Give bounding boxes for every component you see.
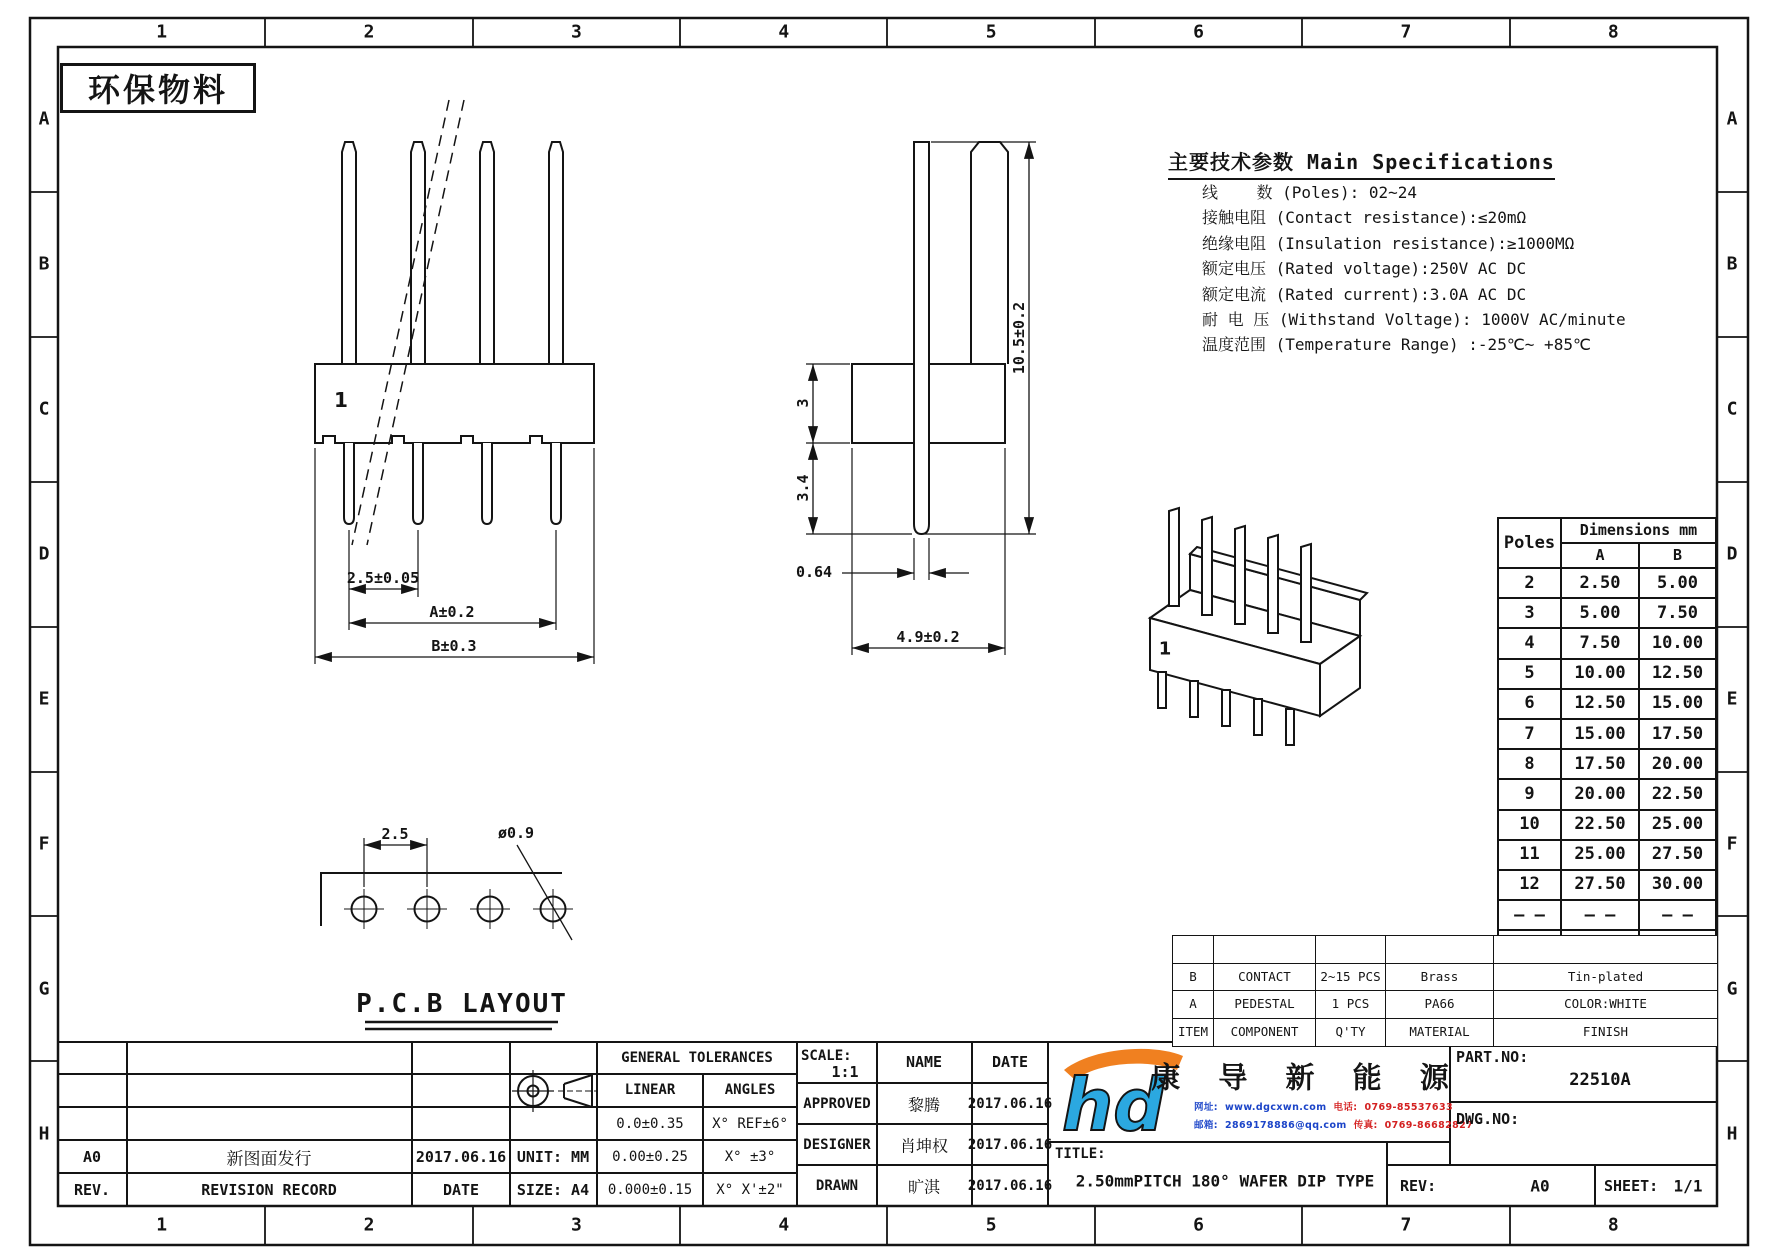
sign-role: APPROVED [803, 1095, 871, 1112]
spec-line: 耐 电 压 (Withstand Voltage): 1000V AC/minute [1202, 310, 1626, 330]
grid-row-label-left: D [38, 543, 50, 565]
tolerances-angles-header: ANGLES [724, 1082, 776, 1098]
fax-value: 0769-86682827 [1384, 1120, 1474, 1131]
sign-role: DRAWN [815, 1177, 859, 1194]
grid-row-label-left: C [38, 398, 50, 420]
dim-table-row: 5 10.00 12.50 [1498, 659, 1716, 689]
dim-table-dimensions-header: Dimensions mm [1561, 518, 1716, 543]
grid-col-label-bottom: 7 [1400, 1214, 1412, 1236]
revision-record-label: REVISION RECORD [201, 1181, 337, 1199]
grid-row-label-left: A [38, 108, 50, 130]
grid-col-label-top: 8 [1607, 21, 1619, 43]
sign-date: 2017.06.16 [967, 1136, 1053, 1153]
dim-table-row: 9 20.00 22.50 [1498, 779, 1716, 809]
front-view-pin1-label: 1 [334, 388, 348, 412]
eco-material-stamp: 环保物料 [60, 63, 256, 113]
dim-table-row: 10 22.50 25.00 [1498, 810, 1716, 840]
third-angle-projection-icon [512, 1070, 598, 1112]
grid-col-label-top: 6 [1193, 21, 1204, 43]
sign-name: 旷淇 [907, 1177, 941, 1196]
grid-row-label-right: F [1726, 833, 1738, 855]
tolerances-linear-header: LINEAR [624, 1082, 676, 1098]
dim-table-row: 4 7.50 10.00 [1498, 628, 1716, 658]
grid-row-label-left: F [38, 833, 50, 855]
tolerance-linear-value: 0.00±0.25 [612, 1148, 688, 1165]
grid-row-label-right: B [1726, 253, 1738, 275]
dim-table-row: 8 17.50 20.00 [1498, 749, 1716, 779]
company-contact-line1 [1194, 1099, 1460, 1113]
grid-row-label-left: H [38, 1123, 50, 1145]
sign-date-header: DATE [991, 1053, 1029, 1071]
dim-height: 10.5±0.2 [1010, 301, 1028, 375]
fax-label: 传真: [1353, 1120, 1378, 1131]
size-cell: SIZE: A4 [516, 1181, 590, 1199]
partno-label: PART.NO: [1456, 1048, 1529, 1066]
component-table-row: ITEM COMPONENT Q'TY MATERIAL FINISH [1173, 1019, 1718, 1047]
grid-row-label-left: E [38, 688, 50, 710]
sign-name: 黎腾 [907, 1095, 941, 1114]
dim-depth: 4.9±0.2 [896, 628, 960, 646]
spec-line: 温度范围 (Temperature Range) :-25℃~ +85℃ [1202, 335, 1591, 355]
grid-row-label-left: G [38, 978, 50, 1000]
grid-col-label-bottom: 8 [1607, 1214, 1619, 1236]
tolerance-angle-value: X° REF±6° [712, 1115, 788, 1132]
tolerance-linear-value: 0.0±0.35 [616, 1115, 684, 1132]
spec-lines [1202, 180, 1626, 358]
spec-line: 线 数 (Poles): 02~24 [1202, 183, 1418, 202]
component-table-row [1173, 936, 1718, 964]
dim-table-row: 3 5.00 7.50 [1498, 598, 1716, 628]
grid-col-label-bottom: 5 [985, 1214, 997, 1236]
spec-line: 额定电流 (Rated current):3.0A AC DC [1202, 284, 1527, 304]
dim-table-row: – – – – – – [1498, 900, 1716, 930]
sign-date: 2017.06.16 [967, 1177, 1053, 1194]
tolerance-angle-value: X° ±3° [724, 1148, 776, 1165]
spec-title: 主要技术参数 Main Specifications [1168, 146, 1555, 180]
grid-col-label-bottom: 4 [778, 1214, 790, 1236]
grid-row-label-right: A [1726, 108, 1738, 130]
grid-col-label-top: 3 [571, 21, 582, 43]
grid-col-label-bottom: 6 [1193, 1214, 1204, 1236]
spec-line: 接触电阻 (Contact resistance):≤20mΩ [1202, 208, 1527, 228]
email-value: 2869178886@qq.com [1225, 1120, 1347, 1131]
side-view [852, 142, 1008, 534]
scale-label: SCALE: [801, 1048, 852, 1064]
unit-cell: UNIT: MM [516, 1148, 590, 1166]
dim-table-row: 2 2.50 5.00 [1498, 568, 1716, 598]
front-view [315, 100, 594, 545]
sheet-label: SHEET: [1604, 1177, 1659, 1195]
dim-pin-width: 0.64 [795, 563, 833, 581]
spec-line: 额定电压 (Rated voltage):250V AC DC [1202, 259, 1527, 279]
tolerance-linear-value: 0.000±0.15 [607, 1181, 693, 1198]
grid-col-label-top: 5 [985, 21, 997, 43]
revision-date-label: DATE [442, 1181, 480, 1199]
tel-label: 电话: [1333, 1102, 1358, 1113]
dim-table-row: 7 15.00 17.50 [1498, 719, 1716, 749]
grid-row-label-right: G [1726, 978, 1738, 1000]
dim-a: A±0.2 [429, 603, 475, 621]
logo-mark: hd [1062, 1063, 1165, 1147]
rev-label: REV: [1400, 1177, 1437, 1195]
tel-value: 0769-85537633 [1364, 1102, 1453, 1113]
grid-col-label-bottom: 1 [156, 1214, 168, 1236]
company-name: 康 导 新 能 源 [1151, 1060, 1463, 1095]
grid-col-label-top: 7 [1400, 21, 1412, 43]
dim-body: 3 [794, 398, 812, 408]
dim-table-b-header: B [1639, 543, 1716, 568]
dim-table-row: 12 27.50 30.00 [1498, 870, 1716, 900]
scale-value: 1:1 [831, 1063, 859, 1081]
website-label: 网址: [1194, 1102, 1218, 1113]
revision-rev-label: REV. [73, 1181, 111, 1199]
dim-table-row: 11 25.00 27.50 [1498, 840, 1716, 870]
grid-row-label-right: H [1726, 1123, 1738, 1145]
grid-col-label-top: 4 [778, 21, 790, 43]
pcb-layout-title: P.C.B LAYOUT [356, 989, 568, 1019]
grid-col-label-top: 1 [156, 21, 168, 43]
dim-table-row: 6 12.50 15.00 [1498, 689, 1716, 719]
dim-tail: 3.4 [794, 474, 812, 502]
dimensions-table [1497, 517, 1717, 961]
dim-table-poles-header: Poles [1498, 518, 1561, 568]
title-label: TITLE: [1055, 1146, 1106, 1162]
grid-row-label-right: C [1726, 398, 1738, 420]
partno-value: 22510A [1569, 1070, 1631, 1090]
iso-view-pin1-label: 1 [1158, 638, 1172, 660]
grid-col-label-bottom: 3 [571, 1214, 582, 1236]
spec-line: 绝缘电阻 (Insulation resistance):≥1000MΩ [1202, 233, 1575, 253]
dim-b: B±0.3 [431, 637, 477, 655]
grid-col-label-top: 2 [363, 21, 375, 43]
company-contact-line2 [1194, 1117, 1480, 1131]
pcb-dim-pitch: 2.5 [381, 825, 409, 843]
component-table-row: B CONTACT 2~15 PCS Brass Tin-plated [1173, 963, 1718, 991]
website-value: www.dgcxwn.com [1225, 1102, 1327, 1113]
grid-row-label-left: B [38, 253, 50, 275]
component-table [1172, 935, 1718, 1047]
drawing-title: 2.50mmPITCH 180° WAFER DIP TYPE [1075, 1171, 1375, 1191]
dim-pitch: 2.5±0.05 [346, 569, 420, 587]
iso-view [1150, 508, 1367, 745]
revision-record-value: 新图面发行 [226, 1149, 312, 1170]
sign-name-header: NAME [905, 1053, 943, 1071]
email-label: 邮箱: [1194, 1120, 1218, 1131]
sign-name: 肖坤权 [899, 1136, 949, 1155]
revision-rev-value: A0 [82, 1148, 102, 1166]
dwgno-label: DWG.NO: [1456, 1110, 1520, 1128]
tolerance-angle-value: X° X'±2" [716, 1181, 784, 1198]
grid-row-label-right: D [1726, 543, 1738, 565]
dim-table-a-header: A [1561, 543, 1639, 568]
pcb-dim-hole: ø0.9 [497, 824, 535, 842]
revision-date-value: 2017.06.16 [415, 1148, 507, 1166]
grid-row-label-right: E [1726, 688, 1738, 710]
sign-date: 2017.06.16 [967, 1095, 1053, 1112]
grid-col-label-bottom: 2 [363, 1214, 375, 1236]
sheet-value: 1/1 [1673, 1176, 1703, 1196]
tolerances-title: GENERAL TOLERANCES [621, 1050, 773, 1066]
component-table-row: A PEDESTAL 1 PCS PA66 COLOR:WHITE [1173, 991, 1718, 1019]
rev-value: A0 [1530, 1176, 1550, 1196]
sign-role: DESIGNER [803, 1136, 871, 1153]
